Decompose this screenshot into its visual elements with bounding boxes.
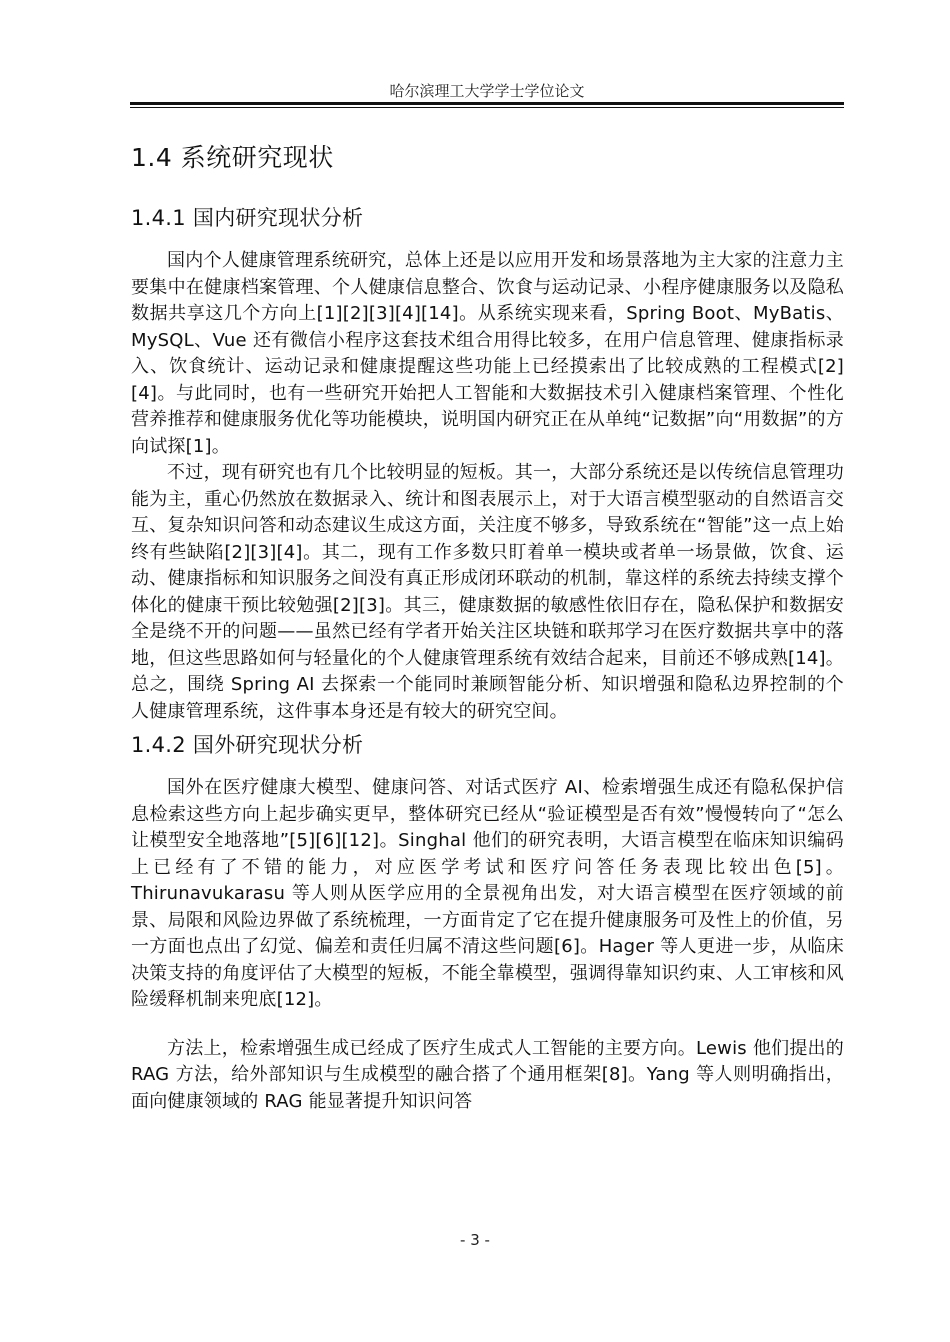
subsection-title-foreign: 1.4.2 国外研究现状分析 [131, 733, 364, 757]
page-body [131, 138, 844, 1115]
running-header: 哈尔滨理工大学学士学位论文 [389, 82, 585, 100]
section-title: 1.4 系统研究现状 [131, 143, 334, 172]
header-rule-thin [130, 107, 844, 108]
paragraph-foreign-1: 国外在医疗健康大模型、健康问答、对话式医疗 AI、检索增强生成还有隐私保护信息检索这些方向上起步确实更早，整体研究已经从“验证模型是否有效”慢慢转向了“怎么让模型安全地落地”[5][6][12]。Singhal 他们的研究表明，大语言模型在临床知识编码上已经有了不错的能力，对应医学考试和医疗问答任务表现比较出色[5]。Thirunavukarasu 等人则从医学应用的全景视角出发，对大语言模型在医疗领域的前景、局限和风险边界做了系统梳理，一方面肯定了它在提升健康服务可及性上的价值，另一方面也点出了幻觉、偏差和责任归属不清这些问题[6]。Hager 等人更进一步，从临床决策支持的角度评估了大模型的短板，不能全靠模型，强调得靠知识约束、人工审核和风险缓释机制来兜底[12]。 [131, 777, 844, 1010]
page-number: - 3 - [460, 1231, 490, 1249]
paragraph-foreign-2: 方法上，检索增强生成已经成了医疗生成式人工智能的主要方向。Lewis 他们提出的 RAG 方法，给外部知识与生成模型的融合搭了个通用框架[8]。Yang 等人则明确指出，面向健康领域的 RAG 能显著提升知识问答 [131, 1037, 844, 1112]
paragraph-domestic-1: 国内个人健康管理系统研究，总体上还是以应用开发和场景落地为主大家的注意力主要集中在健康档案管理、个人健康信息整合、饮食与运动记录、小程序健康服务以及隐私数据共享这几个方向上[1][2][3][4][14]。从系统实现来看，Spring Boot、MyBatis、MySQL、Vue 还有微信小程序这套技术组合用得比较多，在用户信息管理、健康指标录入、饮食统计、运动记录和健康提醒这些功能上已经摸索出了比较成熟的工程模式[2][4]。与此同时，也有一些研究开始把人工智能和大数据技术引入健康档案管理、个性化营养推荐和健康服务优化等功能模块，说明国内研究正在从单纯“记数据”向“用数据”的方向试探[1]。 [131, 250, 844, 457]
header-rule [130, 102, 844, 105]
subsection-title-domestic: 1.4.1 国内研究现状分析 [131, 206, 364, 230]
paragraph-domestic-2: 不过，现有研究也有几个比较明显的短板。其一，大部分系统还是以传统信息管理功能为主，重心仍然放在数据录入、统计和图表展示上，对于大语言模型驱动的自然语言交互、复杂知识问答和动态建议生成这方面，关注度不够多，导致系统在“智能”这一点上始终有些缺陷[2][3][4]。其二，现有工作多数只盯着单一模块或者单一场景做，饮食、运动、健康指标和知识服务之间没有真正形成闭环联动的机制，靠这样的系统去持续支撑个体化的健康干预比较勉强[2][3]。其三，健康数据的敏感性依旧存在，隐私保护和数据安全是绕不开的问题——虽然已经有学者开始关注区块链和联邦学习在医疗数据共享中的落地，但这些思路如何与轻量化的个人健康管理系统有效结合起来，目前还不够成熟[14]。总之，围绕 Spring AI 去探索一个能同时兼顾智能分析、知识增强和隐私边界控制的个人健康管理系统，这件事本身还是有较大的研究空间。 [131, 462, 844, 722]
